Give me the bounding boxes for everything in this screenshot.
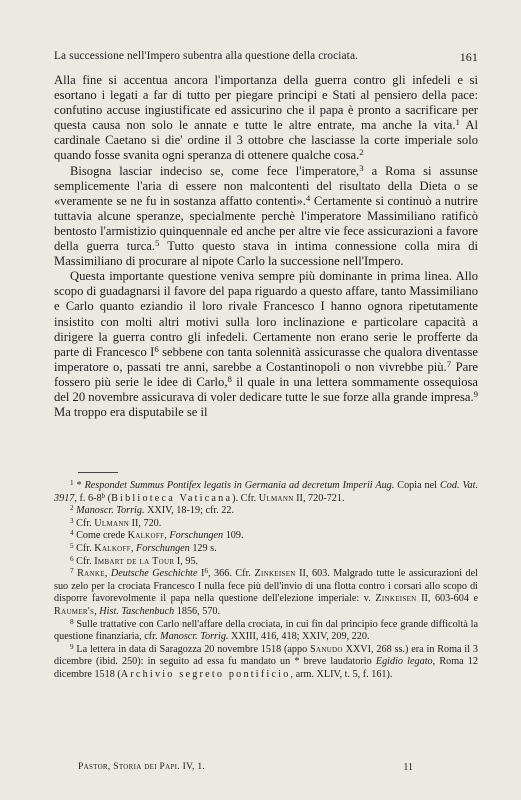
footnote-ref: 2 — [359, 147, 364, 158]
text-run: XXIV, 18-19; cfr. 22. — [144, 505, 235, 517]
text-run: , — [164, 530, 170, 542]
author-name: Kalkoff — [127, 530, 165, 542]
text-run: 1856, 570. — [174, 605, 221, 617]
italic-text: Manoscr. Torrig. — [76, 505, 145, 517]
text-run: , — [94, 605, 100, 617]
footnote-ref: b — [101, 491, 106, 500]
author-name: Zinkeisen — [375, 593, 417, 605]
text-run: Questa importante questione veniva sempre più dominante in prima linea. Allo scopo di guadagnarsi il favore del papa riguardo a questo affare, tanto Massimiliano e Carlo quanto eziandio il loro rivale Francesco I hanno ognora ripetutamente insistito con molti altri motivi sulla loro inclinazione e particolare capacità a dirigere la guerra contro gli infedeli. Certamente non erano serie le profferte da parte di Francesco I — [54, 269, 478, 359]
archive-name: Biblioteca Vaticana — [111, 492, 233, 504]
italic-text: Hist. Taschenbuch — [99, 605, 175, 617]
italic-text: Manoscr. Torrig. — [160, 631, 229, 643]
archive-name: Archivio segreto pontificio — [120, 668, 291, 680]
running-head-title: La successione nell'Impero subentra alla questione della crociata. — [54, 50, 359, 62]
text-run: Come crede — [73, 530, 128, 542]
footnote-ref: 1 — [70, 478, 74, 487]
footnote-ref: 8 — [70, 617, 74, 626]
text-run: Al cardinale Caetano si die' ordine il 3 ottobre che lasciasse la corte imperiale solo quando fosse svanita ogni speranza di ottenere qualche cosa. — [54, 118, 478, 163]
text-run: a Roma si assunse semplicemente l'aria di essere non malcontenti del risultato della Dieta o se «veramente se ne fu in sostanza affatto contenti». — [54, 163, 478, 208]
italic-text: Forschungen — [169, 530, 224, 542]
author-name: Ulmann — [94, 517, 130, 529]
text-run: , 366. Cfr. — [208, 568, 255, 580]
text-run: Cfr. — [73, 542, 95, 554]
text-run: ). Cfr. — [232, 492, 259, 504]
text-run: Cfr. — [73, 555, 95, 567]
paragraph — [54, 164, 478, 270]
text-run: , — [104, 568, 111, 580]
footnotes — [54, 480, 478, 682]
footnote-ref: 3 — [70, 516, 74, 525]
footnote — [54, 543, 478, 556]
footnote-ref: 4 — [305, 192, 311, 203]
footnote — [54, 530, 478, 543]
page-footer — [78, 762, 443, 773]
footnote — [54, 556, 478, 569]
footnote — [54, 644, 478, 682]
footnote-ref: 4 — [70, 529, 74, 538]
paragraph — [54, 269, 478, 420]
footnote-ref: 9 — [70, 642, 74, 651]
italic-text: Deutsche Geschichte — [110, 568, 198, 580]
paragraph — [54, 73, 478, 164]
italic-text: Cod. Vat. 3917 — [54, 480, 479, 504]
italic-text: Egidio legato — [375, 656, 433, 668]
text-run: Ma troppo era disputabile se il — [54, 405, 208, 420]
footnote-ref: 3 — [359, 162, 364, 173]
text-run: Certamente si continuò a nutrire tuttavia alcune speranze, specialmente perchè l'imperatore Massimiliano ratificò bentosto l'armistizio quinquennale ed anche per altre vie fece assicurazioni a favore della guerra turca. — [54, 193, 478, 254]
footnote — [54, 518, 478, 531]
text-run: , Roma 12 dicembre 1518 ( — [54, 656, 478, 680]
footnote-ref: 5 — [155, 238, 160, 249]
footnote — [54, 568, 478, 618]
text-run: il quale in una lettera sommamente ossequiosa del 20 novembre assicurava di voler dedicare tutte le sue forze alla grande impresa. — [54, 374, 479, 404]
text-run: II, 603-604 e — [416, 593, 478, 605]
footnote-ref: 1 — [455, 117, 460, 128]
running-head — [54, 50, 478, 65]
text-run: Pare fossero più serie le idee di Carlo, — [54, 359, 478, 389]
main-text — [54, 73, 478, 420]
author-name: Ulmann — [258, 492, 294, 504]
footnote-ref: 6 — [70, 554, 74, 563]
text-run: Tutto questo stava in intima connessione colla mira di Massimiliano di procurare al nipote Carlo la successione nell'Impero. — [54, 239, 478, 269]
footnote-ref: 7 — [446, 358, 452, 369]
footer-book-title: Pastor, Storia dei Papi. IV, 1. — [78, 762, 206, 772]
footnote-ref: 5 — [70, 541, 74, 550]
text-run: Alla fine si accentua ancora l'importanza della guerra contro gli infedeli e si esortano i legati a far di tutto per piegare principi e Stati al pensiero della pace: confutino accuse ingiustificate ed assicurino che il papa è pronto a sacrificare per questa causa non solo le annate e tutte le altre entrate, ma anche la vita. — [54, 73, 478, 133]
text-run: II, 603. Malgrado tutte le assicurazioni del suo zelo per la crociata Francesco I nulla fece più dell'invio di una flotta contro i corsari allo scopo di disporre favorevolmente il papa nella questione dell'elezione imperiale: v. — [54, 568, 478, 605]
text-run: , f. 6-8 — [74, 492, 102, 504]
footnote — [54, 505, 478, 518]
page-number: 161 — [459, 50, 478, 64]
text-run: II, 720-721. — [293, 492, 345, 504]
footnote-ref: 8 — [227, 373, 232, 384]
text-run: , arm. XLIV, t. 5, f. 161). — [290, 668, 393, 680]
text-run: , — [130, 542, 137, 554]
text-run: I, 95. — [174, 555, 199, 567]
text-run: sebbene con tanta solennità assicurasse che qualora diventasse imperatore o, passati tre anni, sarebbe a Costantinopoli o non vivrebbe più. — [54, 344, 478, 374]
text-run: ( — [105, 492, 112, 504]
footnote-ref: 7 — [70, 566, 74, 575]
author-name: Raumer's — [54, 605, 95, 617]
footnote — [54, 480, 478, 505]
text-run: La lettera in data di Saragozza 20 novembre 1518 (appo — [73, 643, 311, 655]
footnote-ref: 2 — [70, 503, 74, 512]
footnote-ref: 6 — [204, 566, 208, 575]
text-run: XXVI, 268 ss.) era in Roma il 3 dicembre (ibid. 250): in seguito ad essa fu mandato un * breve laudatorio — [54, 643, 478, 668]
author-name: Imbart de la Tour — [94, 555, 175, 567]
text-run: 109. — [223, 530, 244, 542]
text-run: Cfr. — [73, 517, 95, 529]
text-run: II, 720. — [129, 517, 162, 529]
text-run: Sulle trattative con Carlo nell'affare della crociata, in cui fin dal principio fece grande difficoltà la questione finanziaria, cfr. — [54, 618, 478, 643]
signature-mark: 11 — [403, 762, 413, 773]
text-run: * — [73, 480, 85, 491]
text-run: 129 s. — [189, 542, 217, 554]
text-run: Bisogna lasciar indeciso se, come fece l'imperatore, — [70, 163, 360, 178]
footnote-ref: 6 — [154, 343, 159, 354]
author-name: Zinkeisen — [254, 568, 296, 580]
italic-text: Respondet Summus Pontifex legatis in Germania ad decretum Imperii Aug. — [84, 480, 395, 491]
footnote-ref: 9 — [473, 389, 479, 399]
text-run: I — [197, 568, 205, 580]
footnote — [54, 619, 478, 644]
text-run: Copia nel — [394, 480, 440, 491]
author-name: Ranke — [77, 568, 105, 580]
text-run: XXIII, 416, 418; XXIV, 209, 220. — [228, 631, 370, 643]
footnote-separator — [78, 472, 118, 473]
italic-text: Forschungen — [136, 542, 190, 554]
author-name: Sanudo — [310, 643, 343, 655]
author-name: Kalkoff — [94, 542, 131, 554]
